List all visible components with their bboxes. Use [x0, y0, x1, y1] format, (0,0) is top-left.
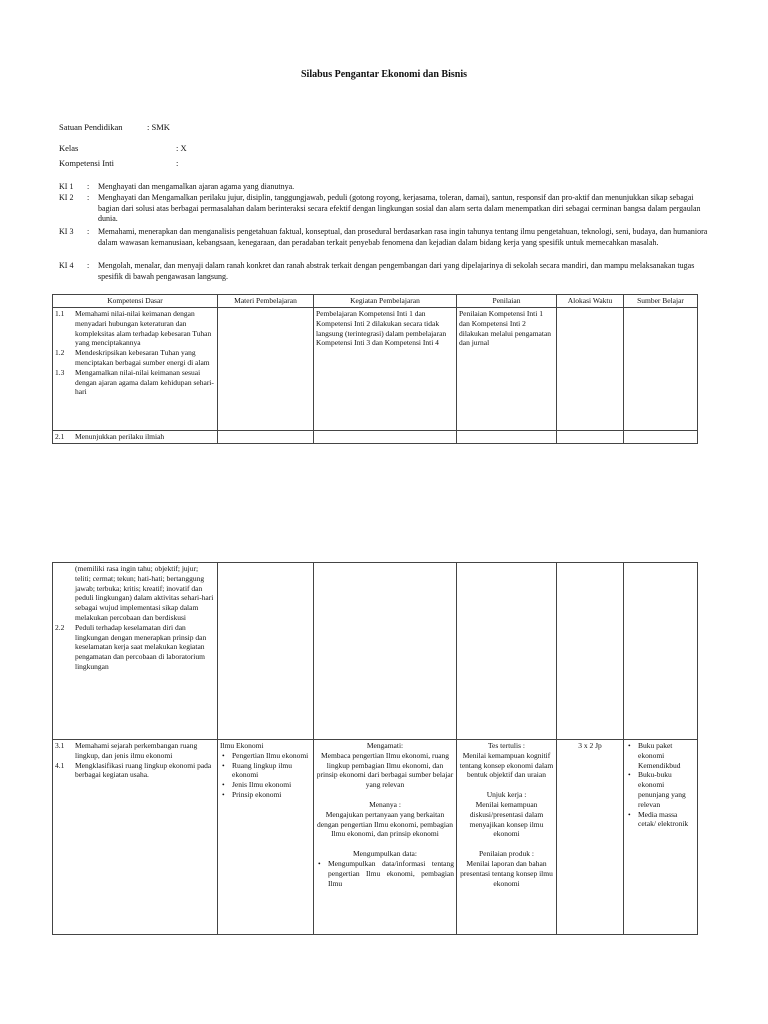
- ki-code: KI 2: [59, 193, 74, 202]
- sumber-cell: [624, 563, 698, 740]
- mengumpulkan-list: [316, 859, 454, 888]
- sumber-cell: [624, 740, 698, 935]
- table-row: [53, 431, 698, 444]
- ki-item: KI 4 : Mengolah, menalar, dan menyaji dalam ranah konkret dan ranah abstrak terkait dengan pengembangan dari yang dipelajarinya di sekolah secara mandiri, dan mampu melaksanakan tugas spesifik di bawah pengawasan langsung.: [59, 261, 709, 282]
- alokasi-cell: [557, 563, 624, 740]
- kd-text: Memahami nilai-nilai keimanan dengan menyadari hubungan keteraturan dan kompleksitas alam terhadap kebesaran Tuhan yang menciptakannya: [75, 309, 212, 348]
- materi-cell: [218, 563, 314, 740]
- kegiatan-cell: [314, 740, 457, 935]
- field-kelas: [59, 143, 187, 153]
- tes-title: Tes tertulis :: [488, 741, 525, 750]
- kompetensi-dasar-cell: [53, 308, 218, 431]
- kd-number: 2.1: [55, 432, 65, 441]
- menanya-title: Menanya :: [369, 799, 401, 809]
- table-row: [53, 308, 698, 431]
- materi-title: Ilmu Ekonomi: [220, 741, 264, 750]
- kd-text: Menunjukkan perilaku ilmiah: [75, 432, 165, 441]
- ki-code: KI 4: [59, 261, 74, 270]
- kd-text: Peduli terhadap keselamatan diri dan lingkungan dengan menerapkan prinsip dan keselamatan kerja saat melakukan kegiatan pengamatan dan percobaan di laboratorium lingkungan: [75, 622, 207, 671]
- page-title: Silabus Pengantar Ekonomi dan Bisnis: [301, 69, 467, 80]
- alokasi-cell: [557, 308, 624, 431]
- kd-text: Mengklasifikasi ruang lingkup ekonomi pada berbagai kegiatan usaha.: [75, 760, 212, 780]
- list-item: • Ruang lingkup ilmu ekonomi: [232, 761, 311, 781]
- kompetensi-dasar-cell: [53, 431, 218, 444]
- ki-item: KI 2 : Menghayati dan Mengamalkan perilaku jujur, disiplin, tanggungjawab, peduli (gotong royong, kerjasama, toleran, damai), santun, responsif dan pro-aktif dan menunjukkan sikap sebagai bagian dari solusi atas berbagai permasalahan dalam berinteraksi secara efektif dengan lingkungan sosial dan alam serta dalam menempatkan diri sebagai cerminan bangsa dalam pergaulan dunia.: [59, 193, 709, 225]
- kd-number: 3.1: [55, 741, 65, 750]
- field-label: Kompetensi Inti: [59, 158, 115, 168]
- field-value: : SMK: [147, 122, 170, 132]
- field-value: : X: [176, 143, 187, 153]
- header-kompetensi-dasar: Kompetensi Dasar: [53, 295, 218, 308]
- mengamati-text: Membaca pengertian Ilmu ekonomi, ruang lingkup pembagian Ilmu ekonomi, dan prinsip ekonomi dari berbagai sumber belajar yang relevan: [316, 750, 454, 790]
- ki-item: KI 3 : Memahami, menerapkan dan menganalisis pengetahuan faktual, konseptual, dan prosedural berdasarkan rasa ingin tahunya tentang ilmu pengetahuan, teknologi, seni, budaya, dan humaniora dalam wawasan kemanusiaan, kebangsaan, kenegaraan, dan peradaban terkait penyebab fenomena dan kejadian dalam bidang kerja yang spesifik untuk memecahkan masalah.: [59, 227, 708, 247]
- penilaian-cell: Penilaian Kompetensi Inti 1 dan Kompetensi Inti 2 dilakukan melalui pengamatan dan jurnal: [457, 308, 557, 431]
- list-item: • Prinsip ekonomi: [232, 790, 311, 800]
- list-item: • Buku paket ekonomi Kemendikbud: [638, 741, 695, 770]
- tes-text: Menilai kemampuan kognitif tentang konsep ekonomi dalam bentuk objektif dan uraian: [459, 750, 554, 780]
- materi-list: [220, 751, 311, 800]
- sumber-list: [626, 741, 695, 829]
- kd-item: [55, 623, 215, 672]
- ki-text: Memahami, menerapkan dan menganalisis pengetahuan faktual, konseptual, dan prosedural berdasarkan rasa ingin tahunya tentang ilmu pengetahuan, teknologi, seni, budaya, dan humaniora dalam wawasan kemanusiaan, kebangsaan, kenegaraan, dan peradaban terkait penyebab fenomena dan kejadian dalam bidang kerja yang spesifik untuk memecahkan masalah.: [98, 227, 708, 247]
- kd-item: [55, 309, 215, 348]
- ki-code: KI 1: [59, 182, 74, 191]
- penilaian-cell: [457, 563, 557, 740]
- kd-number: 1.1: [55, 309, 65, 318]
- list-item: • Mengumpulkan data/informasi tentang pengertian Ilmu ekonomi, pembagian Ilmu: [328, 859, 454, 888]
- kd-item: [55, 761, 215, 781]
- header-alokasi: Alokasi Waktu: [557, 295, 624, 308]
- kd-number: 1.3: [55, 367, 65, 377]
- penilaian-cell: [457, 431, 557, 444]
- sumber-cell: [624, 431, 698, 444]
- mengamati-title: Mengamati:: [366, 741, 404, 750]
- ki-text: Menghayati dan Mengamalkan perilaku jujur, disiplin, tanggungjawab, peduli (gotong royong, kerjasama, toleran, damai), santun, responsif dan pro-aktif dan menunjukkan sikap sebagai bagian dari solusi atas berbagai permasalahan dalam berinteraksi secara efektif dengan lingkungan sosial dan alam serta dalam menempatkan diri sebagai cerminan bangsa dalam pergaulan dunia.: [98, 193, 701, 223]
- kd-continuation: (memiliki rasa ingin tahu; objektif; jujur; teliti; cermat; tekun; hati-hati; bertanggung jawab; terbuka; kritis; kreatif; inovatif dan peduli lingkungan) dalam aktivitas sehari-hari sebagai wujud implementasi sikap dalam melakukan percobaan dan berdiskusi: [75, 564, 214, 622]
- header-sumber: Sumber Belajar: [624, 295, 698, 308]
- mengumpulkan-title: Mengumpulkan data:: [353, 849, 417, 859]
- kegiatan-cell: [314, 431, 457, 444]
- kegiatan-cell: [314, 563, 457, 740]
- unjuk-text: Menilai kemampuan diskusi/presentasi dalam menyajikan konsep ilmu ekonomi: [469, 799, 544, 839]
- header-kegiatan: Kegiatan Pembelajaran: [314, 295, 457, 308]
- field-label: Satuan Pendidikan: [59, 122, 123, 132]
- header-penilaian: Penilaian: [457, 295, 557, 308]
- kd-text: Memahami sejarah perkembangan ruang lingkup, dan jenis ilmu ekonomi: [75, 741, 198, 760]
- ki-text: Menghayati dan mengamalkan ajaran agama yang dianutnya.: [98, 182, 295, 191]
- penilaian-cell: [457, 740, 557, 935]
- ki-code: KI 3: [59, 227, 74, 236]
- list-item: • Pengertian Ilmu ekonomi: [232, 751, 311, 761]
- menanya-text: Mengajukan pertanyaan yang berkaitan dengan pengertian Ilmu ekonomi, pembagian Ilmu ekonomi, dan prinsip ekonomi: [317, 809, 453, 839]
- alokasi-cell: 3 x 2 Jp: [557, 740, 624, 935]
- header-materi: Materi Pembelajaran: [218, 295, 314, 308]
- syllabus-table-part-2: [52, 562, 698, 935]
- kd-item: [55, 368, 215, 397]
- kompetensi-dasar-cell: [53, 740, 218, 935]
- table-row: [53, 563, 698, 740]
- produk-text: Menilai laporan dan bahan presentasi tentang konsep ilmu ekonomi: [460, 858, 553, 888]
- produk-title: Penilaian produk :: [479, 849, 534, 859]
- materi-cell: [218, 431, 314, 444]
- table-header-row: [53, 295, 698, 308]
- kd-item: [55, 741, 215, 761]
- syllabus-table-part-1: [52, 294, 698, 444]
- unjuk-title: Unjuk kerja :: [486, 790, 527, 800]
- field-satuan-pendidikan: [59, 122, 170, 132]
- list-item: • Buku-buku ekonomi penunjang yang relevan: [638, 770, 695, 809]
- field-kompetensi-inti: [59, 158, 178, 168]
- kd-number: 1.2: [55, 348, 65, 358]
- materi-cell: [218, 740, 314, 935]
- kd-text: Mengamalkan nilai-nilai keimanan sesuai dengan ajaran agama dalam kehidupan sehari-hari: [75, 367, 214, 397]
- alokasi-cell: [557, 431, 624, 444]
- kd-item: [55, 432, 215, 442]
- table-row: [53, 740, 698, 935]
- kd-number: 4.1: [55, 760, 65, 770]
- list-item: • Jenis Ilmu ekonomi: [232, 780, 311, 790]
- list-item: • Media massa cetak/ elektronik: [638, 810, 695, 830]
- kompetensi-dasar-cell: [53, 563, 218, 740]
- ki-text: Mengolah, menalar, dan menyaji dalam ranah konkret dan ranah abstrak terkait dengan pengembangan dari yang dipelajarinya di sekolah secara mandiri, dan mampu melaksanakan tugas spesifik di bawah pengawasan langsung.: [98, 261, 695, 281]
- sumber-cell: [624, 308, 698, 431]
- ki-item: KI 1 : Menghayati dan mengamalkan ajaran agama yang dianutnya.: [59, 182, 709, 193]
- kegiatan-cell: Pembelajaran Kompetensi Inti 1 dan Kompetensi Inti 2 dilakukan secara tidak langsung (terintegrasi) dalam pembelajaran Kompetensi Inti 3 dan Kompetensi Inti 4: [314, 308, 457, 431]
- kd-item: [55, 348, 215, 368]
- field-label: Kelas: [59, 143, 79, 153]
- kd-number: 2.2: [55, 622, 65, 632]
- kd-text: Mendeskripsikan kebesaran Tuhan yang menciptakan berbagai sumber energi di alam: [75, 348, 210, 367]
- materi-cell: [218, 308, 314, 431]
- field-value: :: [176, 158, 179, 168]
